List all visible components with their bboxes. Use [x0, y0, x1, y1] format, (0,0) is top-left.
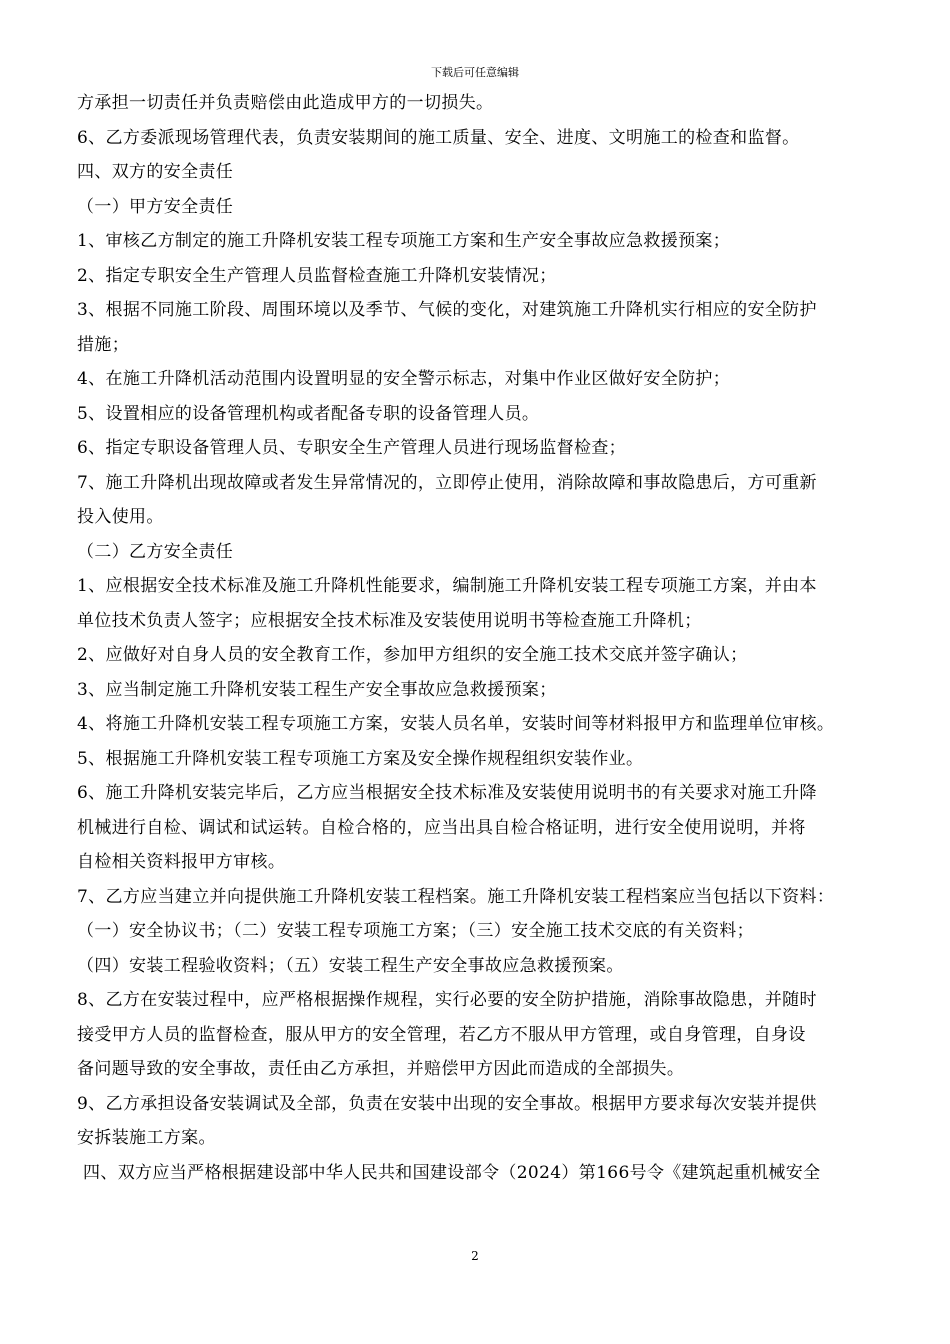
document-body: [77, 86, 907, 1190]
text-line: 1、审核乙方制定的施工升降机安装工程专项施工方案和生产安全事故应急救援预案；: [77, 231, 731, 251]
text-line: 3、根据不同施工阶段、周围环境以及季节、气候的变化，对建筑施工升降机实行相应的安全防护: [77, 300, 817, 320]
text-line: 措施；: [77, 334, 130, 355]
page-number: 2: [471, 1249, 479, 1263]
text-line: 6、施工升降机安装完毕后，乙方应当根据安全技术标准及安装使用说明书的有关要求对施工升降: [77, 783, 817, 803]
text-line: 单位技术负责人签字；应根据安全技术标准及安装使用说明书等检查施工升降机；: [77, 610, 702, 631]
text-line: 安拆装施工方案。: [77, 1128, 216, 1148]
text-line: 5、根据施工升降机安装工程专项施工方案及安全操作规程组织安装作业。: [77, 748, 644, 769]
text-line: 4、将施工升降机安装工程专项施工方案，安装人员名单，安装时间等材料报甲方和监理单位审核。: [77, 714, 835, 734]
section-paragraph: 四、双方应当严格根据建设部中华人民共和国建设部令（2024）第166号令《建筑起重机械安全: [83, 1162, 821, 1183]
text-line: 6、乙方委派现场管理代表，负责安装期间的施工质量、安全、进度、文明施工的检查和监督。: [77, 127, 800, 148]
text-line: 接受甲方人员的监督检查，服从甲方的安全管理，若乙方不服从甲方管理，或自身管理，自身设: [77, 1024, 806, 1045]
text-line: 9、乙方承担设备安装调试及全部，负责在安装中出现的安全事故。根据甲方要求每次安装并提供: [77, 1093, 817, 1114]
text-line: 7、施工升降机出现故障或者发生异常情况的，立即停止使用，消除故障和事故隐患后，方可重新: [77, 472, 817, 493]
text-line: 自检相关资料报甲方审核。: [77, 852, 286, 872]
page-header: 下载后可任意编辑: [431, 66, 519, 79]
text-line: 备问题导致的安全事故，责任由乙方承担，并赔偿甲方因此而造成的全部损失。: [77, 1059, 685, 1079]
text-line: 2、应做好对自身人员的安全教育工作，参加甲方组织的安全施工技术交底并签字确认；: [77, 645, 748, 665]
text-line: 3、应当制定施工升降机安装工程生产安全事故应急救援预案；: [77, 679, 557, 700]
text-line: 6、指定专职设备管理人员、专职安全生产管理人员进行现场监督检查；: [77, 438, 627, 458]
section-heading: 四、双方的安全责任: [77, 162, 234, 182]
text-line: 4、在施工升降机活动范围内设置明显的安全警示标志，对集中作业区做好安全防护；: [77, 369, 731, 389]
text-line: 8、乙方在安装过程中，应严格根据操作规程，实行必要的安全防护措施，消除事故隐患，并随时: [77, 990, 817, 1010]
text-line: 机械进行自检、调试和试运转。自检合格的，应当出具自检合格证明，进行安全使用说明，并将: [77, 817, 806, 838]
subsection-heading: （二）乙方安全责任: [77, 541, 234, 562]
text-line: 1、应根据安全技术标准及施工升降机性能要求，编制施工升降机安装工程专项施工方案，并由本: [77, 576, 817, 596]
text-line: 2、指定专职安全生产管理人员监督检查施工升降机安装情况；: [77, 265, 557, 286]
text-line: 投入使用。: [77, 507, 164, 527]
text-line: （一）安全协议书；（二）安装工程专项施工方案；（三）安全施工技术交底的有关资料；: [77, 921, 754, 941]
subsection-heading: （一）甲方安全责任: [77, 196, 234, 217]
text-line: 5、设置相应的设备管理机构或者配备专职的设备管理人员。: [77, 403, 540, 424]
text-line: 7、乙方应当建立并向提供施工升降机安装工程档案。施工升降机安装工程档案应当包括以下资料：: [77, 886, 835, 907]
text-line: 方承担一切责任并负责赔偿由此造成甲方的一切损失。: [77, 93, 494, 113]
text-line: （四）安装工程验收资料；（五）安装工程生产安全事故应急救援预案。: [77, 955, 624, 976]
